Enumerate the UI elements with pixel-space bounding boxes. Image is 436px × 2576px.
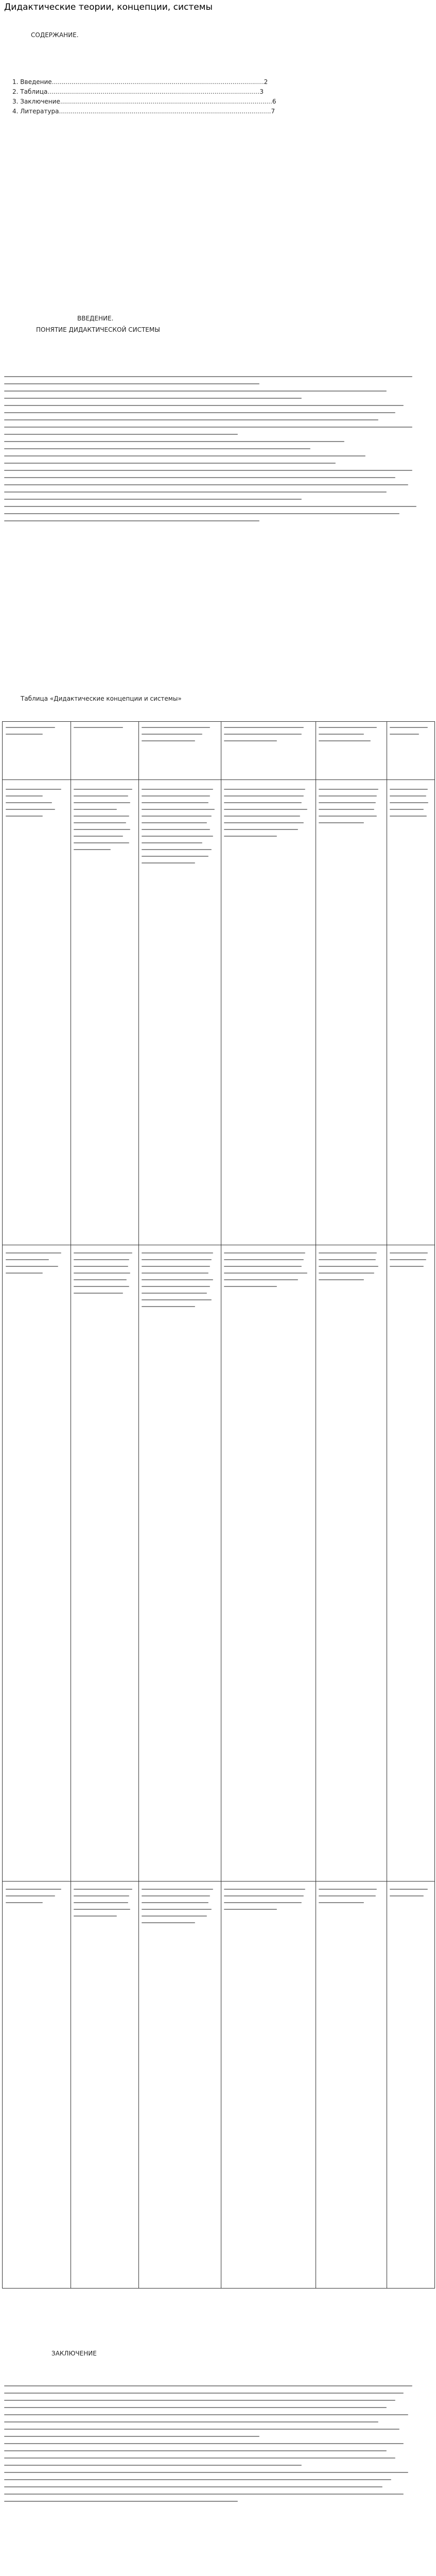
table-cell-blank [319, 789, 383, 829]
table-header-cell [74, 727, 135, 734]
toc-item[interactable] [12, 97, 276, 107]
table-cell-blank [390, 1889, 432, 1902]
toc-item[interactable] [12, 77, 268, 87]
table-cell-blank [319, 1889, 383, 1909]
table-cell-blank [142, 1889, 218, 1929]
table-cell-blank [390, 789, 432, 822]
table-header-cell [224, 727, 312, 747]
toc-item-leader: ............................................................................................................ [47, 88, 260, 95]
table-cell-blank [224, 789, 312, 842]
table-header-cell [6, 727, 67, 740]
table-cell-blank [224, 1889, 312, 1916]
table-header-cell [390, 727, 432, 740]
toc-item-leader: ............................................................................................................ [60, 98, 272, 105]
comparison-table [2, 721, 435, 2289]
table-heading: Таблица «Дидактические концепции и системы» [21, 695, 182, 702]
table-cell-blank [6, 789, 67, 822]
toc-item-page: 2 [264, 78, 268, 86]
table-of-contents [12, 77, 276, 116]
table-cell-blank [224, 1252, 312, 1293]
table-cell-blank [74, 1252, 135, 1299]
toc-item-leader: ............................................................................................................ [59, 108, 271, 115]
toc-item-page: 3 [259, 88, 264, 95]
intro-text-blank [4, 376, 429, 528]
toc-item-leader: ............................................................................................................ [51, 78, 264, 86]
table-cell-blank [390, 1252, 432, 1273]
table-cell-blank [74, 1889, 135, 1922]
toc-item-label: 1. Введение [12, 78, 52, 86]
table-cell-blank [142, 1252, 218, 1313]
toc-item-page: 6 [272, 98, 276, 105]
conclusion-heading: ЗАКЛЮЧЕНИЕ [51, 2350, 97, 2357]
toc-item[interactable] [12, 107, 275, 116]
table-cell-blank [74, 789, 135, 856]
table-cell-blank [319, 1252, 383, 1286]
table-cell-blank [6, 1252, 67, 1279]
table-cell-blank [142, 789, 218, 869]
document-title: Дидактические теории, концепции, системы [4, 2, 213, 12]
toc-item-page: 7 [271, 108, 275, 115]
table-cell-blank [6, 1889, 67, 1909]
intro-subheading: ПОНЯТИЕ ДИДАКТИЧЕСКОЙ СИСТЕМЫ [36, 326, 160, 333]
toc-item-label: 4. Литература [12, 108, 59, 115]
intro-heading: ВВЕДЕНИЕ. [77, 315, 114, 322]
conclusion-text-blank [4, 2385, 429, 2508]
table-header-cell [319, 727, 383, 747]
table-header-cell [142, 727, 218, 747]
toc-heading: СОДЕРЖАНИЕ. [31, 31, 79, 39]
toc-item[interactable] [12, 87, 264, 97]
toc-item-label: 2. Таблица [12, 88, 48, 95]
toc-item-label: 3. Заключение [12, 98, 60, 105]
